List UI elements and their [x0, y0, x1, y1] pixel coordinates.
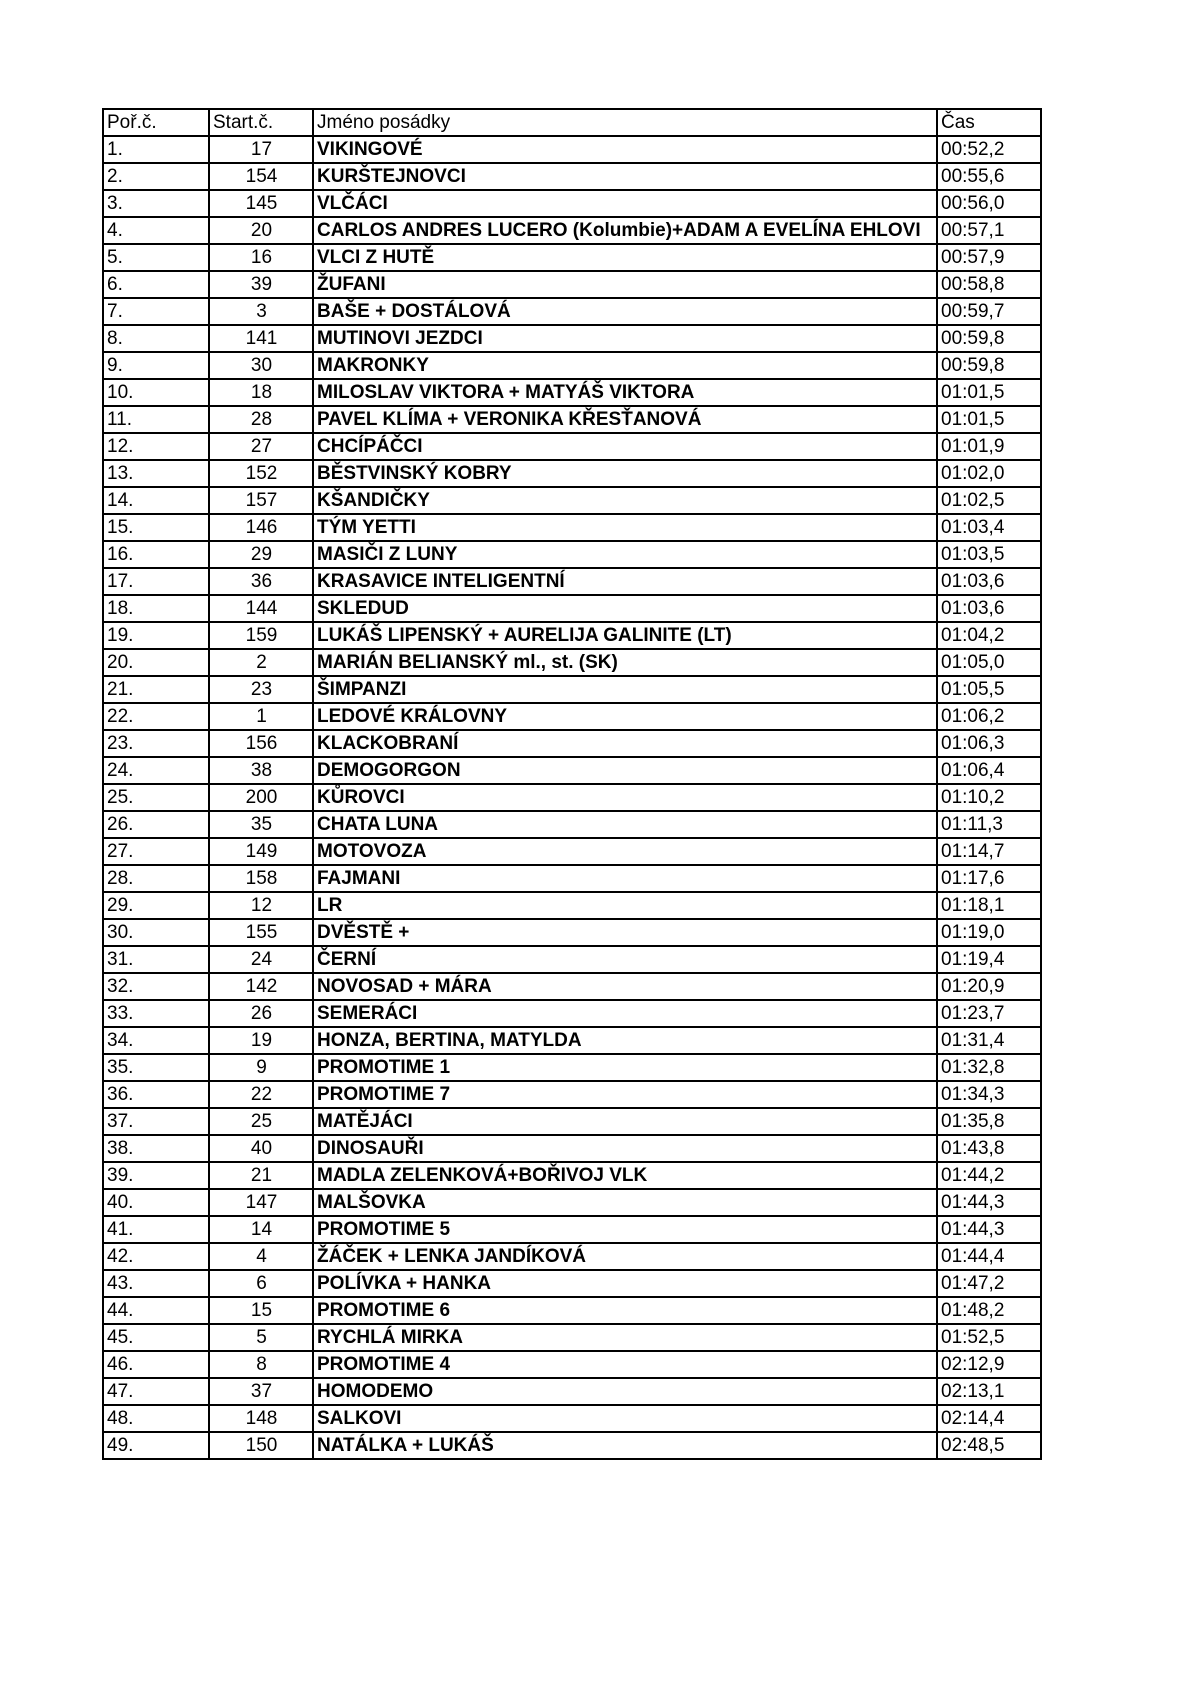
table-row: [103, 1405, 1041, 1432]
table-row: [103, 1378, 1041, 1405]
rank-cell: 44.: [103, 1297, 209, 1324]
time-cell: 00:57,9: [937, 244, 1041, 271]
crew-name-cell: KŠANDIČKY: [313, 487, 937, 514]
time-cell: 01:47,2: [937, 1270, 1041, 1297]
crew-name-cell: KRASAVICE INTELIGENTNÍ: [313, 568, 937, 595]
time-cell: 01:34,3: [937, 1081, 1041, 1108]
start-number-cell: 5: [209, 1324, 313, 1351]
crew-name-cell: NOVOSAD + MÁRA: [313, 973, 937, 1000]
rank-cell: 48.: [103, 1405, 209, 1432]
time-cell: 00:59,8: [937, 325, 1041, 352]
start-number-cell: 4: [209, 1243, 313, 1270]
rank-cell: 13.: [103, 460, 209, 487]
start-number-cell: 150: [209, 1432, 313, 1459]
table-row: [103, 136, 1041, 163]
table-row: [103, 541, 1041, 568]
table-row: [103, 811, 1041, 838]
rank-cell: 11.: [103, 406, 209, 433]
table-row: [103, 1216, 1041, 1243]
time-cell: 01:02,0: [937, 460, 1041, 487]
start-number-cell: 148: [209, 1405, 313, 1432]
start-number-cell: 30: [209, 352, 313, 379]
crew-name-cell: PROMOTIME 7: [313, 1081, 937, 1108]
table-row: [103, 433, 1041, 460]
table-row: [103, 325, 1041, 352]
rank-cell: 25.: [103, 784, 209, 811]
rank-cell: 23.: [103, 730, 209, 757]
start-number-cell: 158: [209, 865, 313, 892]
start-number-cell: 22: [209, 1081, 313, 1108]
crew-name-cell: MASIČI Z LUNY: [313, 541, 937, 568]
crew-name-cell: MILOSLAV VIKTORA + MATYÁŠ VIKTORA: [313, 379, 937, 406]
start-number-cell: 38: [209, 757, 313, 784]
crew-name-cell: FAJMANI: [313, 865, 937, 892]
start-number-cell: 142: [209, 973, 313, 1000]
rank-cell: 12.: [103, 433, 209, 460]
time-cell: 00:52,2: [937, 136, 1041, 163]
crew-name-cell: MOTOVOZA: [313, 838, 937, 865]
header-crew-name: Jméno posádky: [313, 109, 937, 136]
rank-cell: 1.: [103, 136, 209, 163]
rank-cell: 15.: [103, 514, 209, 541]
start-number-cell: 9: [209, 1054, 313, 1081]
crew-name-cell: MUTINOVI JEZDCI: [313, 325, 937, 352]
rank-cell: 42.: [103, 1243, 209, 1270]
start-number-cell: 159: [209, 622, 313, 649]
crew-name-cell: CHCÍPÁČCI: [313, 433, 937, 460]
table-row: [103, 730, 1041, 757]
header-rank: Poř.č.: [103, 109, 209, 136]
crew-name-cell: ŽUFANI: [313, 271, 937, 298]
rank-cell: 38.: [103, 1135, 209, 1162]
rank-cell: 32.: [103, 973, 209, 1000]
crew-name-cell: DVĚSTĚ +: [313, 919, 937, 946]
rank-cell: 29.: [103, 892, 209, 919]
start-number-cell: 6: [209, 1270, 313, 1297]
rank-cell: 24.: [103, 757, 209, 784]
crew-name-cell: CHATA LUNA: [313, 811, 937, 838]
start-number-cell: 157: [209, 487, 313, 514]
table-row: [103, 271, 1041, 298]
rank-cell: 3.: [103, 190, 209, 217]
start-number-cell: 147: [209, 1189, 313, 1216]
crew-name-cell: MALŠOVKA: [313, 1189, 937, 1216]
table-row: [103, 1243, 1041, 1270]
rank-cell: 43.: [103, 1270, 209, 1297]
table-row: [103, 1297, 1041, 1324]
rank-cell: 46.: [103, 1351, 209, 1378]
header-row: [103, 109, 1041, 136]
crew-name-cell: ŽÁČEK + LENKA JANDÍKOVÁ: [313, 1243, 937, 1270]
rank-cell: 30.: [103, 919, 209, 946]
start-number-cell: 1: [209, 703, 313, 730]
crew-name-cell: HOMODEMO: [313, 1378, 937, 1405]
start-number-cell: 200: [209, 784, 313, 811]
table-row: [103, 757, 1041, 784]
table-body: [103, 136, 1041, 1459]
time-cell: 01:06,3: [937, 730, 1041, 757]
rank-cell: 19.: [103, 622, 209, 649]
table-row: [103, 1432, 1041, 1459]
start-number-cell: 21: [209, 1162, 313, 1189]
crew-name-cell: MATĚJÁCI: [313, 1108, 937, 1135]
start-number-cell: 149: [209, 838, 313, 865]
rank-cell: 36.: [103, 1081, 209, 1108]
crew-name-cell: BAŠE + DOSTÁLOVÁ: [313, 298, 937, 325]
crew-name-cell: NATÁLKA + LUKÁŠ: [313, 1432, 937, 1459]
rank-cell: 9.: [103, 352, 209, 379]
start-number-cell: 29: [209, 541, 313, 568]
rank-cell: 2.: [103, 163, 209, 190]
table-row: [103, 1081, 1041, 1108]
crew-name-cell: ČERNÍ: [313, 946, 937, 973]
table-row: [103, 1351, 1041, 1378]
table-row: [103, 622, 1041, 649]
crew-name-cell: RYCHLÁ MIRKA: [313, 1324, 937, 1351]
rank-cell: 27.: [103, 838, 209, 865]
rank-cell: 39.: [103, 1162, 209, 1189]
crew-name-cell: SKLEDUD: [313, 595, 937, 622]
crew-name-cell: MARIÁN BELIANSKÝ ml., st. (SK): [313, 649, 937, 676]
table-row: [103, 190, 1041, 217]
time-cell: 01:06,4: [937, 757, 1041, 784]
crew-name-cell: SALKOVI: [313, 1405, 937, 1432]
start-number-cell: 144: [209, 595, 313, 622]
rank-cell: 10.: [103, 379, 209, 406]
crew-name-cell: PROMOTIME 4: [313, 1351, 937, 1378]
time-cell: 01:18,1: [937, 892, 1041, 919]
time-cell: 01:11,3: [937, 811, 1041, 838]
crew-name-cell: VIKINGOVÉ: [313, 136, 937, 163]
crew-name-cell: MAKRONKY: [313, 352, 937, 379]
rank-cell: 26.: [103, 811, 209, 838]
start-number-cell: 141: [209, 325, 313, 352]
table-row: [103, 568, 1041, 595]
table-row: [103, 919, 1041, 946]
table-row: [103, 244, 1041, 271]
crew-name-cell: PROMOTIME 1: [313, 1054, 937, 1081]
start-number-cell: 39: [209, 271, 313, 298]
crew-name-cell: KURŠTEJNOVCI: [313, 163, 937, 190]
table-row: [103, 1027, 1041, 1054]
start-number-cell: 156: [209, 730, 313, 757]
table-row: [103, 838, 1041, 865]
table-row: [103, 1054, 1041, 1081]
time-cell: 01:14,7: [937, 838, 1041, 865]
time-cell: 00:58,8: [937, 271, 1041, 298]
crew-name-cell: LR: [313, 892, 937, 919]
start-number-cell: 35: [209, 811, 313, 838]
rank-cell: 33.: [103, 1000, 209, 1027]
time-cell: 01:44,3: [937, 1189, 1041, 1216]
rank-cell: 6.: [103, 271, 209, 298]
start-number-cell: 154: [209, 163, 313, 190]
crew-name-cell: POLÍVKA + HANKA: [313, 1270, 937, 1297]
table-row: [103, 352, 1041, 379]
start-number-cell: 37: [209, 1378, 313, 1405]
table-row: [103, 1108, 1041, 1135]
table-row: [103, 163, 1041, 190]
rank-cell: 14.: [103, 487, 209, 514]
start-number-cell: 25: [209, 1108, 313, 1135]
header-start-number: Start.č.: [209, 109, 313, 136]
table-row: [103, 676, 1041, 703]
time-cell: 01:44,2: [937, 1162, 1041, 1189]
rank-cell: 21.: [103, 676, 209, 703]
crew-name-cell: MADLA ZELENKOVÁ+BOŘIVOJ VLK: [313, 1162, 937, 1189]
start-number-cell: 18: [209, 379, 313, 406]
time-cell: 01:19,4: [937, 946, 1041, 973]
rank-cell: 35.: [103, 1054, 209, 1081]
time-cell: 01:20,9: [937, 973, 1041, 1000]
rank-cell: 49.: [103, 1432, 209, 1459]
table-row: [103, 973, 1041, 1000]
table-row: [103, 1189, 1041, 1216]
crew-name-cell: LEDOVÉ KRÁLOVNY: [313, 703, 937, 730]
table-row: [103, 514, 1041, 541]
table-row: [103, 1270, 1041, 1297]
header-time: Čas: [937, 109, 1041, 136]
time-cell: 01:04,2: [937, 622, 1041, 649]
crew-name-cell: DEMOGORGON: [313, 757, 937, 784]
table-row: [103, 1135, 1041, 1162]
start-number-cell: 15: [209, 1297, 313, 1324]
crew-name-cell: HONZA, BERTINA, MATYLDA: [313, 1027, 937, 1054]
time-cell: 01:35,8: [937, 1108, 1041, 1135]
rank-cell: 18.: [103, 595, 209, 622]
rank-cell: 28.: [103, 865, 209, 892]
time-cell: 01:02,5: [937, 487, 1041, 514]
time-cell: 02:14,4: [937, 1405, 1041, 1432]
rank-cell: 34.: [103, 1027, 209, 1054]
table-row: [103, 379, 1041, 406]
time-cell: 02:13,1: [937, 1378, 1041, 1405]
crew-name-cell: PROMOTIME 6: [313, 1297, 937, 1324]
start-number-cell: 40: [209, 1135, 313, 1162]
rank-cell: 20.: [103, 649, 209, 676]
time-cell: 01:03,6: [937, 568, 1041, 595]
crew-name-cell: PAVEL KLÍMA + VERONIKA KŘESŤANOVÁ: [313, 406, 937, 433]
table-row: [103, 784, 1041, 811]
start-number-cell: 14: [209, 1216, 313, 1243]
start-number-cell: 26: [209, 1000, 313, 1027]
rank-cell: 22.: [103, 703, 209, 730]
start-number-cell: 17: [209, 136, 313, 163]
table-row: [103, 892, 1041, 919]
table-row: [103, 1324, 1041, 1351]
rank-cell: 16.: [103, 541, 209, 568]
start-number-cell: 146: [209, 514, 313, 541]
start-number-cell: 28: [209, 406, 313, 433]
table-row: [103, 217, 1041, 244]
table-row: [103, 946, 1041, 973]
time-cell: 01:01,9: [937, 433, 1041, 460]
table-row: [103, 1000, 1041, 1027]
time-cell: 01:03,5: [937, 541, 1041, 568]
table-row: [103, 487, 1041, 514]
rank-cell: 41.: [103, 1216, 209, 1243]
start-number-cell: 155: [209, 919, 313, 946]
time-cell: 01:32,8: [937, 1054, 1041, 1081]
time-cell: 01:06,2: [937, 703, 1041, 730]
crew-name-cell: BĚSTVINSKÝ KOBRY: [313, 460, 937, 487]
start-number-cell: 23: [209, 676, 313, 703]
start-number-cell: 24: [209, 946, 313, 973]
table-row: [103, 1162, 1041, 1189]
table-header: [103, 109, 1041, 136]
start-number-cell: 12: [209, 892, 313, 919]
crew-name-cell: VLCI Z HUTĚ: [313, 244, 937, 271]
start-number-cell: 16: [209, 244, 313, 271]
rank-cell: 37.: [103, 1108, 209, 1135]
crew-name-cell: SEMERÁCI: [313, 1000, 937, 1027]
rank-cell: 31.: [103, 946, 209, 973]
crew-name-cell: VLČÁCI: [313, 190, 937, 217]
start-number-cell: 152: [209, 460, 313, 487]
rank-cell: 5.: [103, 244, 209, 271]
crew-name-cell: PROMOTIME 5: [313, 1216, 937, 1243]
rank-cell: 4.: [103, 217, 209, 244]
table-row: [103, 595, 1041, 622]
start-number-cell: 8: [209, 1351, 313, 1378]
time-cell: 02:48,5: [937, 1432, 1041, 1459]
rank-cell: 17.: [103, 568, 209, 595]
start-number-cell: 27: [209, 433, 313, 460]
time-cell: 00:57,1: [937, 217, 1041, 244]
time-cell: 01:05,0: [937, 649, 1041, 676]
start-number-cell: 145: [209, 190, 313, 217]
time-cell: 00:56,0: [937, 190, 1041, 217]
time-cell: 01:43,8: [937, 1135, 1041, 1162]
table-row: [103, 703, 1041, 730]
rank-cell: 45.: [103, 1324, 209, 1351]
rank-cell: 8.: [103, 325, 209, 352]
table-row: [103, 865, 1041, 892]
time-cell: 01:19,0: [937, 919, 1041, 946]
time-cell: 01:48,2: [937, 1297, 1041, 1324]
time-cell: 02:12,9: [937, 1351, 1041, 1378]
rank-cell: 40.: [103, 1189, 209, 1216]
time-cell: 01:03,4: [937, 514, 1041, 541]
time-cell: 00:59,8: [937, 352, 1041, 379]
crew-name-cell: CARLOS ANDRES LUCERO (Kolumbie)+ADAM A EVELÍNA EHLOVI: [313, 217, 937, 244]
crew-name-cell: ŠIMPANZI: [313, 676, 937, 703]
crew-name-cell: TÝM YETTI: [313, 514, 937, 541]
time-cell: 01:05,5: [937, 676, 1041, 703]
time-cell: 01:44,4: [937, 1243, 1041, 1270]
time-cell: 01:10,2: [937, 784, 1041, 811]
start-number-cell: 19: [209, 1027, 313, 1054]
rank-cell: 7.: [103, 298, 209, 325]
table-row: [103, 649, 1041, 676]
time-cell: 00:55,6: [937, 163, 1041, 190]
crew-name-cell: LUKÁŠ LIPENSKÝ + AURELIJA GALINITE (LT): [313, 622, 937, 649]
results-table: [102, 108, 1042, 1460]
time-cell: 01:52,5: [937, 1324, 1041, 1351]
crew-name-cell: KŮROVCI: [313, 784, 937, 811]
start-number-cell: 2: [209, 649, 313, 676]
crew-name-cell: DINOSAUŘI: [313, 1135, 937, 1162]
table-row: [103, 460, 1041, 487]
time-cell: 01:01,5: [937, 379, 1041, 406]
time-cell: 01:31,4: [937, 1027, 1041, 1054]
start-number-cell: 3: [209, 298, 313, 325]
time-cell: 01:23,7: [937, 1000, 1041, 1027]
time-cell: 01:17,6: [937, 865, 1041, 892]
time-cell: 01:44,3: [937, 1216, 1041, 1243]
rank-cell: 47.: [103, 1378, 209, 1405]
crew-name-cell: KLACKOBRANÍ: [313, 730, 937, 757]
start-number-cell: 20: [209, 217, 313, 244]
time-cell: 01:01,5: [937, 406, 1041, 433]
time-cell: 00:59,7: [937, 298, 1041, 325]
table-row: [103, 406, 1041, 433]
start-number-cell: 36: [209, 568, 313, 595]
time-cell: 01:03,6: [937, 595, 1041, 622]
table-row: [103, 298, 1041, 325]
